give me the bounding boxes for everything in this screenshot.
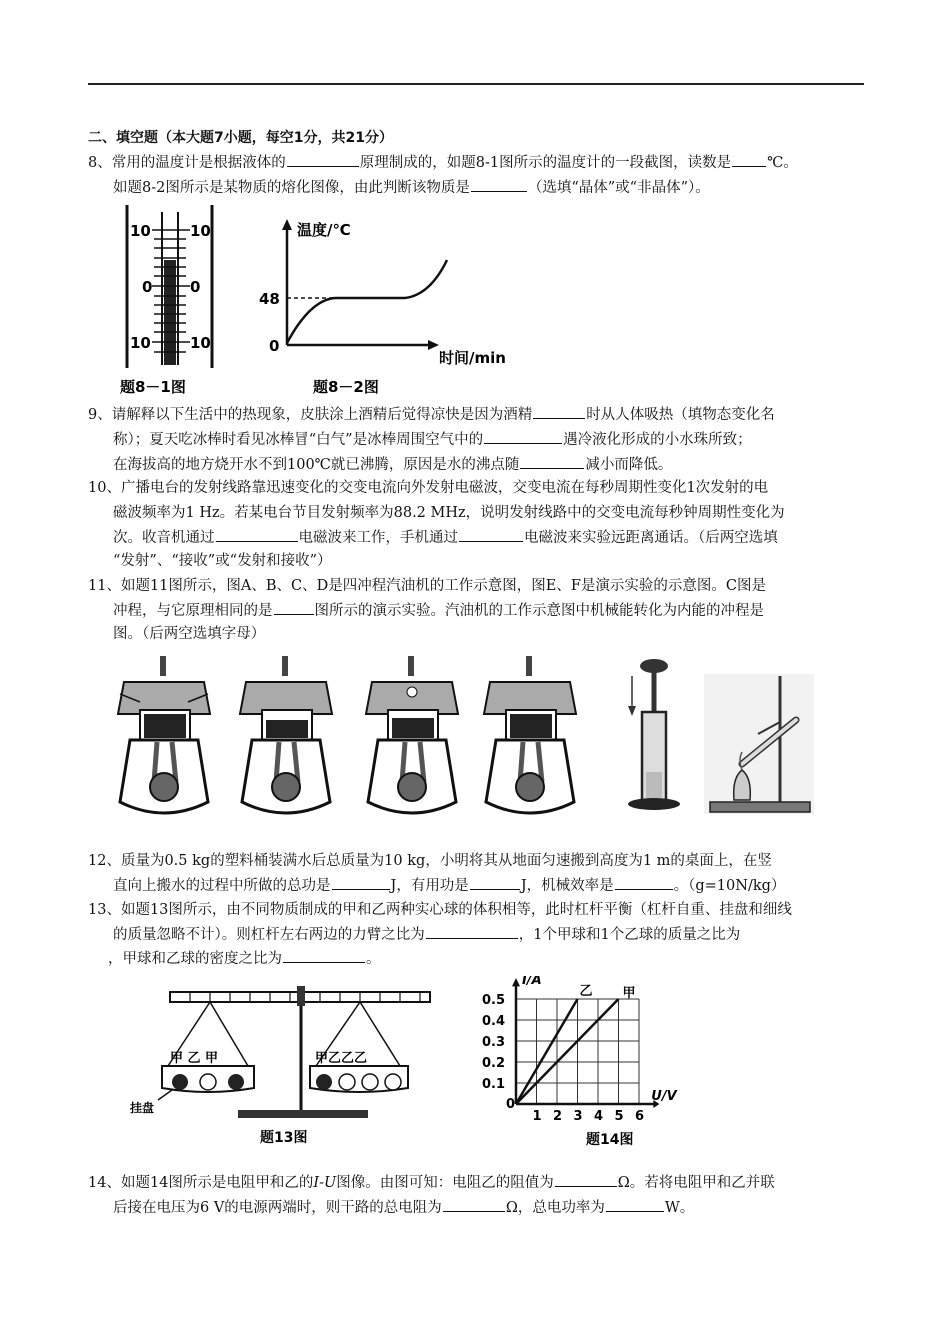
- engine-diagram-a: [118, 656, 210, 813]
- answer-blank[interactable]: [283, 946, 365, 963]
- iu-y-arrow: [512, 978, 520, 986]
- question-8-line-1: 8、常用的温度计是根据液体的 原理制成的，如题8-1图所示的温度计的一段截图，读数是 ℃。: [88, 150, 798, 176]
- answer-blank[interactable]: [606, 1195, 664, 1212]
- engine-diagram-b: [240, 656, 332, 813]
- y-tick-label: 0.4: [482, 1014, 506, 1029]
- figure-14-caption: 题14图: [586, 1132, 634, 1148]
- melting-curve: [287, 260, 447, 343]
- question-10-line-3: 次。收音机通过 电磁波来工作，手机通过 电磁波来实验远距离通话。（后两空选填: [113, 525, 778, 551]
- engine-figure: [112, 652, 842, 822]
- right-ball-jia: [316, 1074, 332, 1090]
- question-11-line-2: 冲程，与它原理相同的是 图所示的演示实验。汽油机的工作示意图中机械能转化为内能的冲程是: [113, 598, 764, 624]
- x-tick-label: 5: [614, 1109, 624, 1124]
- iu-graph-figure: [478, 976, 758, 1152]
- series-yi-label: 乙: [579, 984, 593, 999]
- left-pan-labels: 甲 乙 甲: [170, 1051, 219, 1066]
- right-ball-yi: [385, 1074, 401, 1090]
- figure-13-caption: 题13图: [260, 1130, 308, 1146]
- answer-blank[interactable]: [520, 452, 584, 469]
- left-ball-jia: [228, 1074, 244, 1090]
- answer-blank[interactable]: [615, 873, 673, 890]
- iu-y-label: I/A: [522, 976, 542, 988]
- question-12-line-1: 12、质量为0.5 kg的塑料桶装满水后总质量为10 kg，小明将其从地面匀速搬到高度为1 m的桌面上，在竖: [88, 853, 772, 869]
- header-rule: [88, 83, 864, 85]
- question-11-line-3: 图。（后两空选填字母）: [113, 626, 266, 642]
- series-jia-label: 甲: [622, 986, 636, 1001]
- answer-blank[interactable]: [470, 873, 520, 890]
- engine-diagram-d: [484, 656, 576, 813]
- melting-x-arrow: [428, 340, 439, 350]
- answer-blank[interactable]: [332, 873, 390, 890]
- answer-blank[interactable]: [484, 427, 562, 444]
- question-14-line-2: 后接在电压为6 V的电源两端时，则干路的总电阻为 Ω，总电功率为 W。: [113, 1195, 694, 1221]
- therm-label-top-right: 10: [190, 222, 211, 240]
- x-tick-label: 3: [573, 1109, 583, 1124]
- left-ball-yi: [200, 1074, 216, 1090]
- pan-label: 挂盘: [130, 1101, 155, 1115]
- answer-blank[interactable]: [274, 598, 314, 615]
- answer-blank[interactable]: [732, 150, 766, 167]
- y-tick-label: 0.5: [482, 993, 506, 1008]
- question-14-line-1: 14、如题14图所示是电阻甲和乙的I-U图像。由图可知：电阻乙的阻值为 Ω。若将电阻甲和乙并联: [88, 1170, 775, 1196]
- right-ball-yi: [362, 1074, 378, 1090]
- question-10-line-4: “发射”、“接收”或“发射和接收”）: [113, 553, 332, 569]
- question-13-line-3: ，甲球和乙球的密度之比为 。: [108, 946, 381, 972]
- x-tick-label: 0: [506, 1097, 516, 1112]
- left-ball-jia: [172, 1074, 188, 1090]
- iu-grid: [516, 999, 639, 1104]
- melting-origin-label: 0: [269, 337, 280, 355]
- lever-figure: [110, 982, 450, 1152]
- answer-blank[interactable]: [533, 402, 585, 419]
- question-9-line-2: 称）；夏天吃冰棒时看见冰棒冒“白气”是冰棒周围空气中的 遇冷液化形成的小水珠所致；: [113, 427, 752, 453]
- question-9-line-1: 9、请解释以下生活中的热现象，皮肤涂上酒精后觉得凉快是因为酒精 时从人体吸热（填物态变化名: [88, 402, 775, 428]
- answer-blank[interactable]: [555, 1170, 617, 1187]
- x-tick-label: 4: [594, 1109, 604, 1124]
- lever-pivot: [297, 986, 305, 1006]
- question-10-line-1: 10、广播电台的发射线路靠迅速变化的交变电流向外发射电磁波，交变电流在每秒周期性变化1次发射的电: [88, 480, 769, 496]
- answer-blank[interactable]: [459, 525, 523, 542]
- iu-x-label: U/V: [651, 1089, 677, 1104]
- compression-demo-e: [628, 659, 680, 810]
- iu-series: [516, 999, 619, 1104]
- question-9-line-3: 在海拔高的地方烧开水不到100℃就已沸腾，原因是水的沸点随 减小而降低。: [113, 452, 672, 478]
- pan-pointer: [158, 1090, 172, 1100]
- y-tick-label: 0.2: [482, 1056, 506, 1071]
- melting-y-arrow: [282, 219, 292, 230]
- therm-label-mid-right: 0: [190, 278, 201, 296]
- question-13-line-2: 的质量忽略不计）。则杠杆左右两边的力臂之比为 ，1个甲球和1个乙球的质量之比为: [113, 922, 740, 948]
- right-ball-yi: [339, 1074, 355, 1090]
- question-13-line-1: 13、如题13图所示，由不同物质制成的甲和乙两种实心球的体积相等，此时杠杆平衡（杠杆自重、挂盘和细线: [88, 902, 792, 918]
- x-tick-label: 2: [553, 1109, 563, 1124]
- melting-y-label: 温度/℃: [297, 221, 351, 239]
- answer-blank[interactable]: [471, 175, 527, 192]
- therm-label-bot: 10: [130, 334, 151, 352]
- question-8-line-2: 如题8-2图所示是某物质的熔化图像，由此判断该物质是 （选填“晶体”或“非晶体”）。: [113, 175, 710, 201]
- therm-label-mid: 0: [142, 278, 153, 296]
- question-12-line-2: 直向上搬水的过程中所做的总功是 J，有用功是 J，机械效率是 。（g=10N/kg）: [113, 873, 785, 899]
- figure-8-1-caption: 题8－1图: [120, 378, 186, 396]
- answer-blank[interactable]: [287, 150, 359, 167]
- melting-graph-figure: [255, 205, 545, 398]
- therm-label-top: 10: [130, 222, 151, 240]
- melting-48-label: 48: [259, 290, 280, 308]
- engine-diagram-c: [366, 656, 458, 813]
- thermometer-figure: [112, 200, 232, 398]
- answer-blank[interactable]: [216, 525, 298, 542]
- therm-label-bot-right: 10: [190, 334, 211, 352]
- y-tick-label: 0.1: [482, 1077, 506, 1092]
- question-10-line-2: 磁波频率为1 Hz。若某电台节目发射频率为88.2 MHz，说明发射线路中的交变电流每秒钟周期性变化为: [113, 505, 785, 521]
- figure-8-2-caption: 题8－2图: [313, 378, 379, 396]
- lever-base: [238, 1110, 368, 1118]
- answer-blank[interactable]: [426, 922, 518, 939]
- melting-x-label: 时间/min: [439, 349, 506, 367]
- right-pan-labels: 甲乙乙乙: [315, 1051, 368, 1066]
- test-tube-demo-f: [704, 674, 814, 814]
- section-title: 二、填空题（本大题7小题，每空1分，共21分）: [88, 130, 393, 146]
- x-tick-label: 6: [635, 1109, 645, 1124]
- answer-blank[interactable]: [443, 1195, 505, 1212]
- x-tick-label: 1: [532, 1109, 542, 1124]
- question-11-line-1: 11、如题11图所示，图A、B、C、D是四冲程汽油机的工作示意图，图E、F是演示实验的示意图。C图是: [88, 578, 766, 594]
- y-tick-label: 0.3: [482, 1035, 506, 1050]
